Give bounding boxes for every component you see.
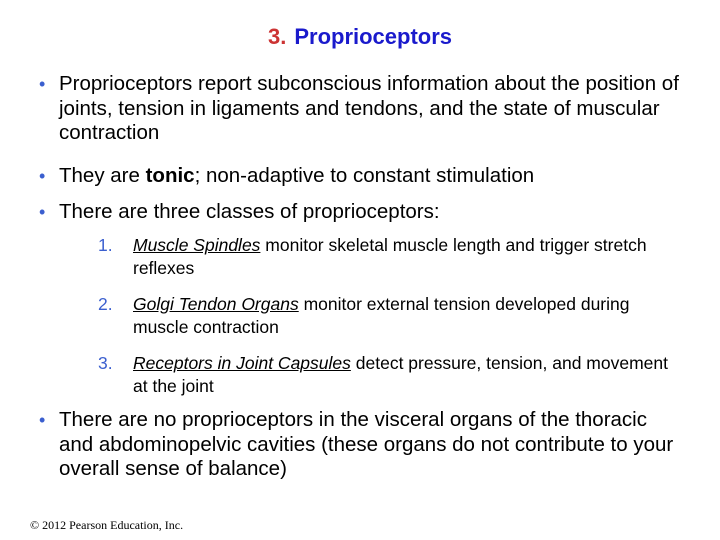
class-term: Receptors in Joint Capsules (133, 353, 351, 373)
bullet-text-suffix: ; non-adaptive to constant stimulation (194, 164, 535, 187)
bullet-icon: • (39, 74, 46, 94)
bullet-text-prefix: They are (59, 164, 146, 187)
bullet-item (39, 408, 679, 482)
class-number: 1. (98, 235, 113, 255)
bullet-icon: • (39, 202, 46, 222)
bullet-icon: • (39, 166, 46, 186)
class-item (98, 293, 673, 339)
class-item (98, 352, 673, 398)
class-number: 3. (98, 353, 113, 373)
bullet-text: There are three classes of proprioceptors: (59, 200, 440, 223)
copyright-footer: © 2012 Pearson Education, Inc. (30, 518, 184, 532)
bullet-text-bold: tonic (145, 164, 195, 187)
slide-title-number: 3. (267, 24, 287, 49)
class-term: Muscle Spindles (133, 235, 261, 255)
class-description: detect pressure, tension, and movement at the joint (133, 353, 669, 396)
bullet-text: Proprioceptors report subconscious information about the position of joints, tension in ligaments and tendons, and the state of muscular contraction (59, 72, 679, 144)
bullet-item (39, 164, 679, 189)
class-description: monitor skeletal muscle length and trigger stretch reflexes (133, 235, 647, 278)
class-number: 2. (98, 294, 113, 314)
class-description: monitor external tension developed during muscle contraction (133, 294, 630, 337)
bullet-icon: • (39, 410, 46, 430)
class-item (98, 234, 673, 280)
slide-title-text: Proprioceptors (294, 24, 453, 49)
bullet-text: There are no proprioceptors in the visceral organs of the thoracic and abdominopelvic cavities (these organs do not contribute to your overall sense of balance) (59, 408, 674, 480)
class-term: Golgi Tendon Organs (133, 294, 299, 314)
slide-title (0, 24, 720, 50)
bullet-item (39, 72, 679, 146)
bullet-item (39, 200, 679, 225)
